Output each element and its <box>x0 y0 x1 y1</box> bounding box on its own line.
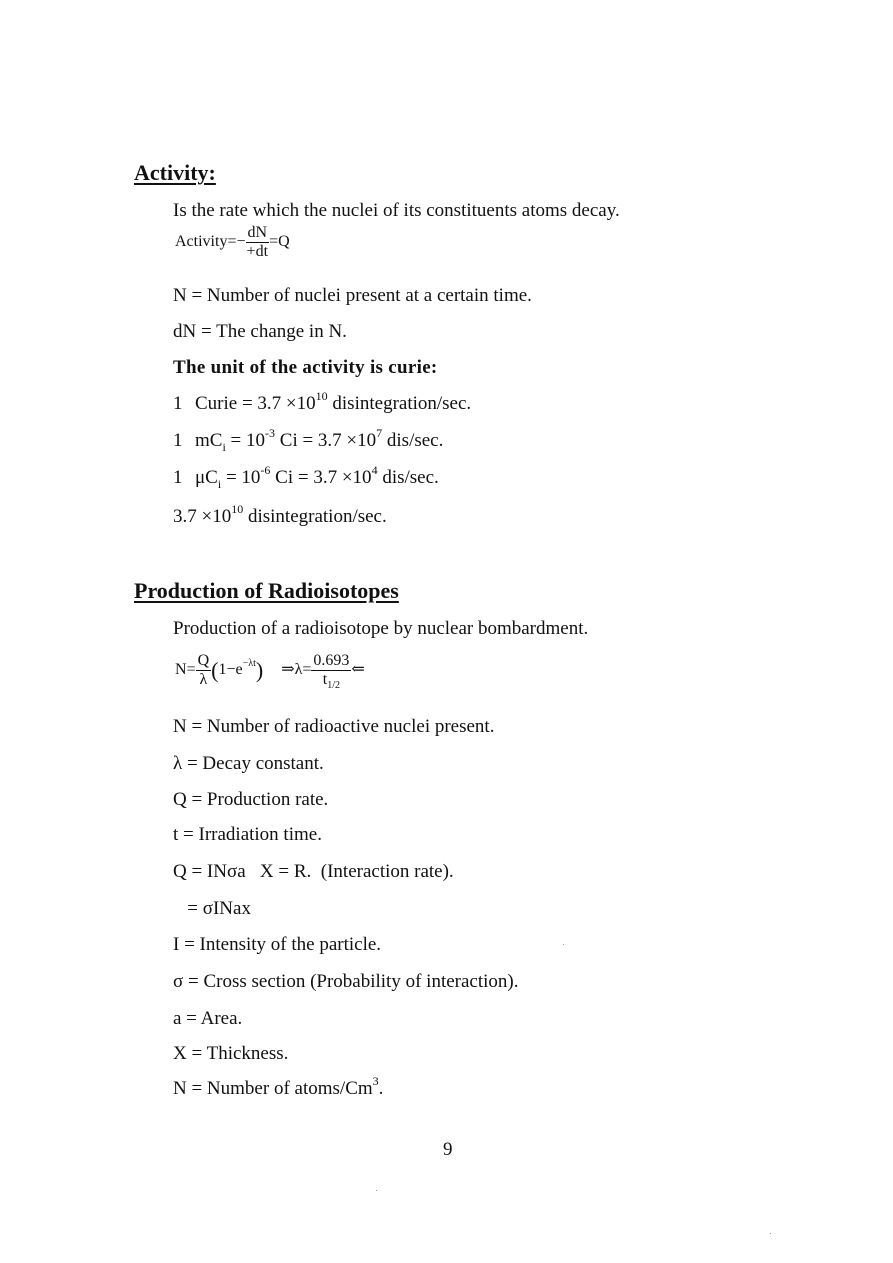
disintegration-tail: disintegration/sec. <box>243 506 387 527</box>
formula-minus: − <box>236 233 246 251</box>
activity-definition: Is the rate which the nuclei of its constituents atoms decay. <box>173 200 620 221</box>
definition-line: σ = Cross section (Probability of interaction). <box>173 971 519 992</box>
production-formula <box>175 652 365 692</box>
activity-formula <box>175 224 290 261</box>
formula-lhs: N <box>175 661 187 679</box>
production-heading: Production of Radioisotopes <box>134 578 399 603</box>
atoms-text: N = Number of atoms/Cm <box>173 1078 373 1099</box>
microcurie-sub: i <box>217 476 222 491</box>
formula-numerator: 0.693 <box>313 652 350 669</box>
curie-text: Curie = 3.7 ×10 <box>195 393 316 414</box>
millicurie-exp2: 7 <box>376 425 383 440</box>
microcurie-line <box>173 462 439 491</box>
millicurie-exp1: -3 <box>265 425 276 440</box>
scan-speck <box>563 944 564 945</box>
definition-line: = σINax <box>173 898 251 919</box>
atoms-exp: 3 <box>372 1073 379 1088</box>
formula-eq: = <box>302 661 312 679</box>
microcurie-pre: μC <box>195 467 218 488</box>
millicurie-tail: dis/sec. <box>382 430 444 451</box>
paren-open: ( <box>211 657 219 683</box>
microcurie-exp2: 4 <box>371 462 378 477</box>
halflife-sub: 1/2 <box>327 680 341 692</box>
disintegration-exp: 10 <box>231 501 244 516</box>
microcurie-mid: = 10 <box>221 467 261 488</box>
atoms-tail: . <box>378 1078 384 1099</box>
formula-numerator: dN <box>247 224 268 241</box>
microcurie-mid2: Ci = 3.7 ×10 <box>270 467 372 488</box>
formula-fraction <box>246 224 270 261</box>
atoms-definition-line <box>173 1073 384 1100</box>
formula-eq: = <box>227 233 237 251</box>
microcurie-exp1: -6 <box>260 462 271 477</box>
millicurie-pre: mC <box>195 430 223 451</box>
formula-lambda: λ <box>294 661 303 679</box>
activity-heading: Activity: <box>134 160 216 185</box>
definition-line: a = Area. <box>173 1008 243 1029</box>
formula-fraction-halflife <box>311 652 351 692</box>
curie-exponent: 10 <box>315 388 328 403</box>
millicurie-count: 1 <box>173 430 183 451</box>
n-definition: N = Number of nuclei present at a certain time. <box>173 285 532 306</box>
disintegration-text: 3.7 ×10 <box>173 506 232 527</box>
definition-line: λ = Decay constant. <box>173 753 324 774</box>
millicurie-sub: i <box>222 439 226 454</box>
definition-line: X = Thickness. <box>173 1043 289 1064</box>
scan-speck <box>376 1190 377 1191</box>
definition-line: Q = INσa X = R. (Interaction rate). <box>173 861 454 882</box>
disintegration-line <box>173 501 387 528</box>
formula-exponent: −λt <box>242 657 256 669</box>
unit-heading: The unit of the activity is curie: <box>173 357 438 378</box>
production-intro: Production of a radioisotope by nuclear bombardment. <box>173 618 589 639</box>
arrow-right: ⇒ <box>281 661 295 679</box>
formula-eq: = <box>269 233 279 251</box>
curie-count: 1 <box>173 393 183 414</box>
microcurie-tail: dis/sec. <box>377 467 439 488</box>
curie-line <box>173 388 472 415</box>
arrow-left: ⇐ <box>351 661 365 679</box>
formula-fraction <box>196 652 212 689</box>
definition-line: t = Irradiation time. <box>173 824 322 845</box>
millicurie-mid: = 10 <box>225 430 266 451</box>
formula-denominator: $t_{1/2}$ <box>322 671 341 692</box>
millicurie-line <box>173 425 444 454</box>
formula-rhs: Q <box>278 233 290 251</box>
formula-denominator: λ <box>199 671 208 688</box>
formula-lhs: Activity <box>175 233 228 251</box>
microcurie-count: 1 <box>173 467 183 488</box>
definition-line: I = Intensity of the particle. <box>173 934 382 955</box>
definition-line: N = Number of radioactive nuclei present. <box>173 716 495 737</box>
dn-definition: dN = The change in N. <box>173 321 347 342</box>
curie-tail: disintegration/sec. <box>327 393 472 414</box>
formula-denominator: +dt <box>246 243 269 260</box>
formula-numerator: Q <box>197 652 210 669</box>
formula-one-minus-e: 1−e <box>218 661 243 679</box>
millicurie-mid2: Ci = 3.7 ×10 <box>275 430 377 451</box>
page-number: 9 <box>443 1139 453 1160</box>
scan-speck <box>770 1233 771 1234</box>
paren-close: ) <box>255 657 264 683</box>
definition-line: Q = Production rate. <box>173 789 329 810</box>
formula-eq: = <box>186 661 196 679</box>
